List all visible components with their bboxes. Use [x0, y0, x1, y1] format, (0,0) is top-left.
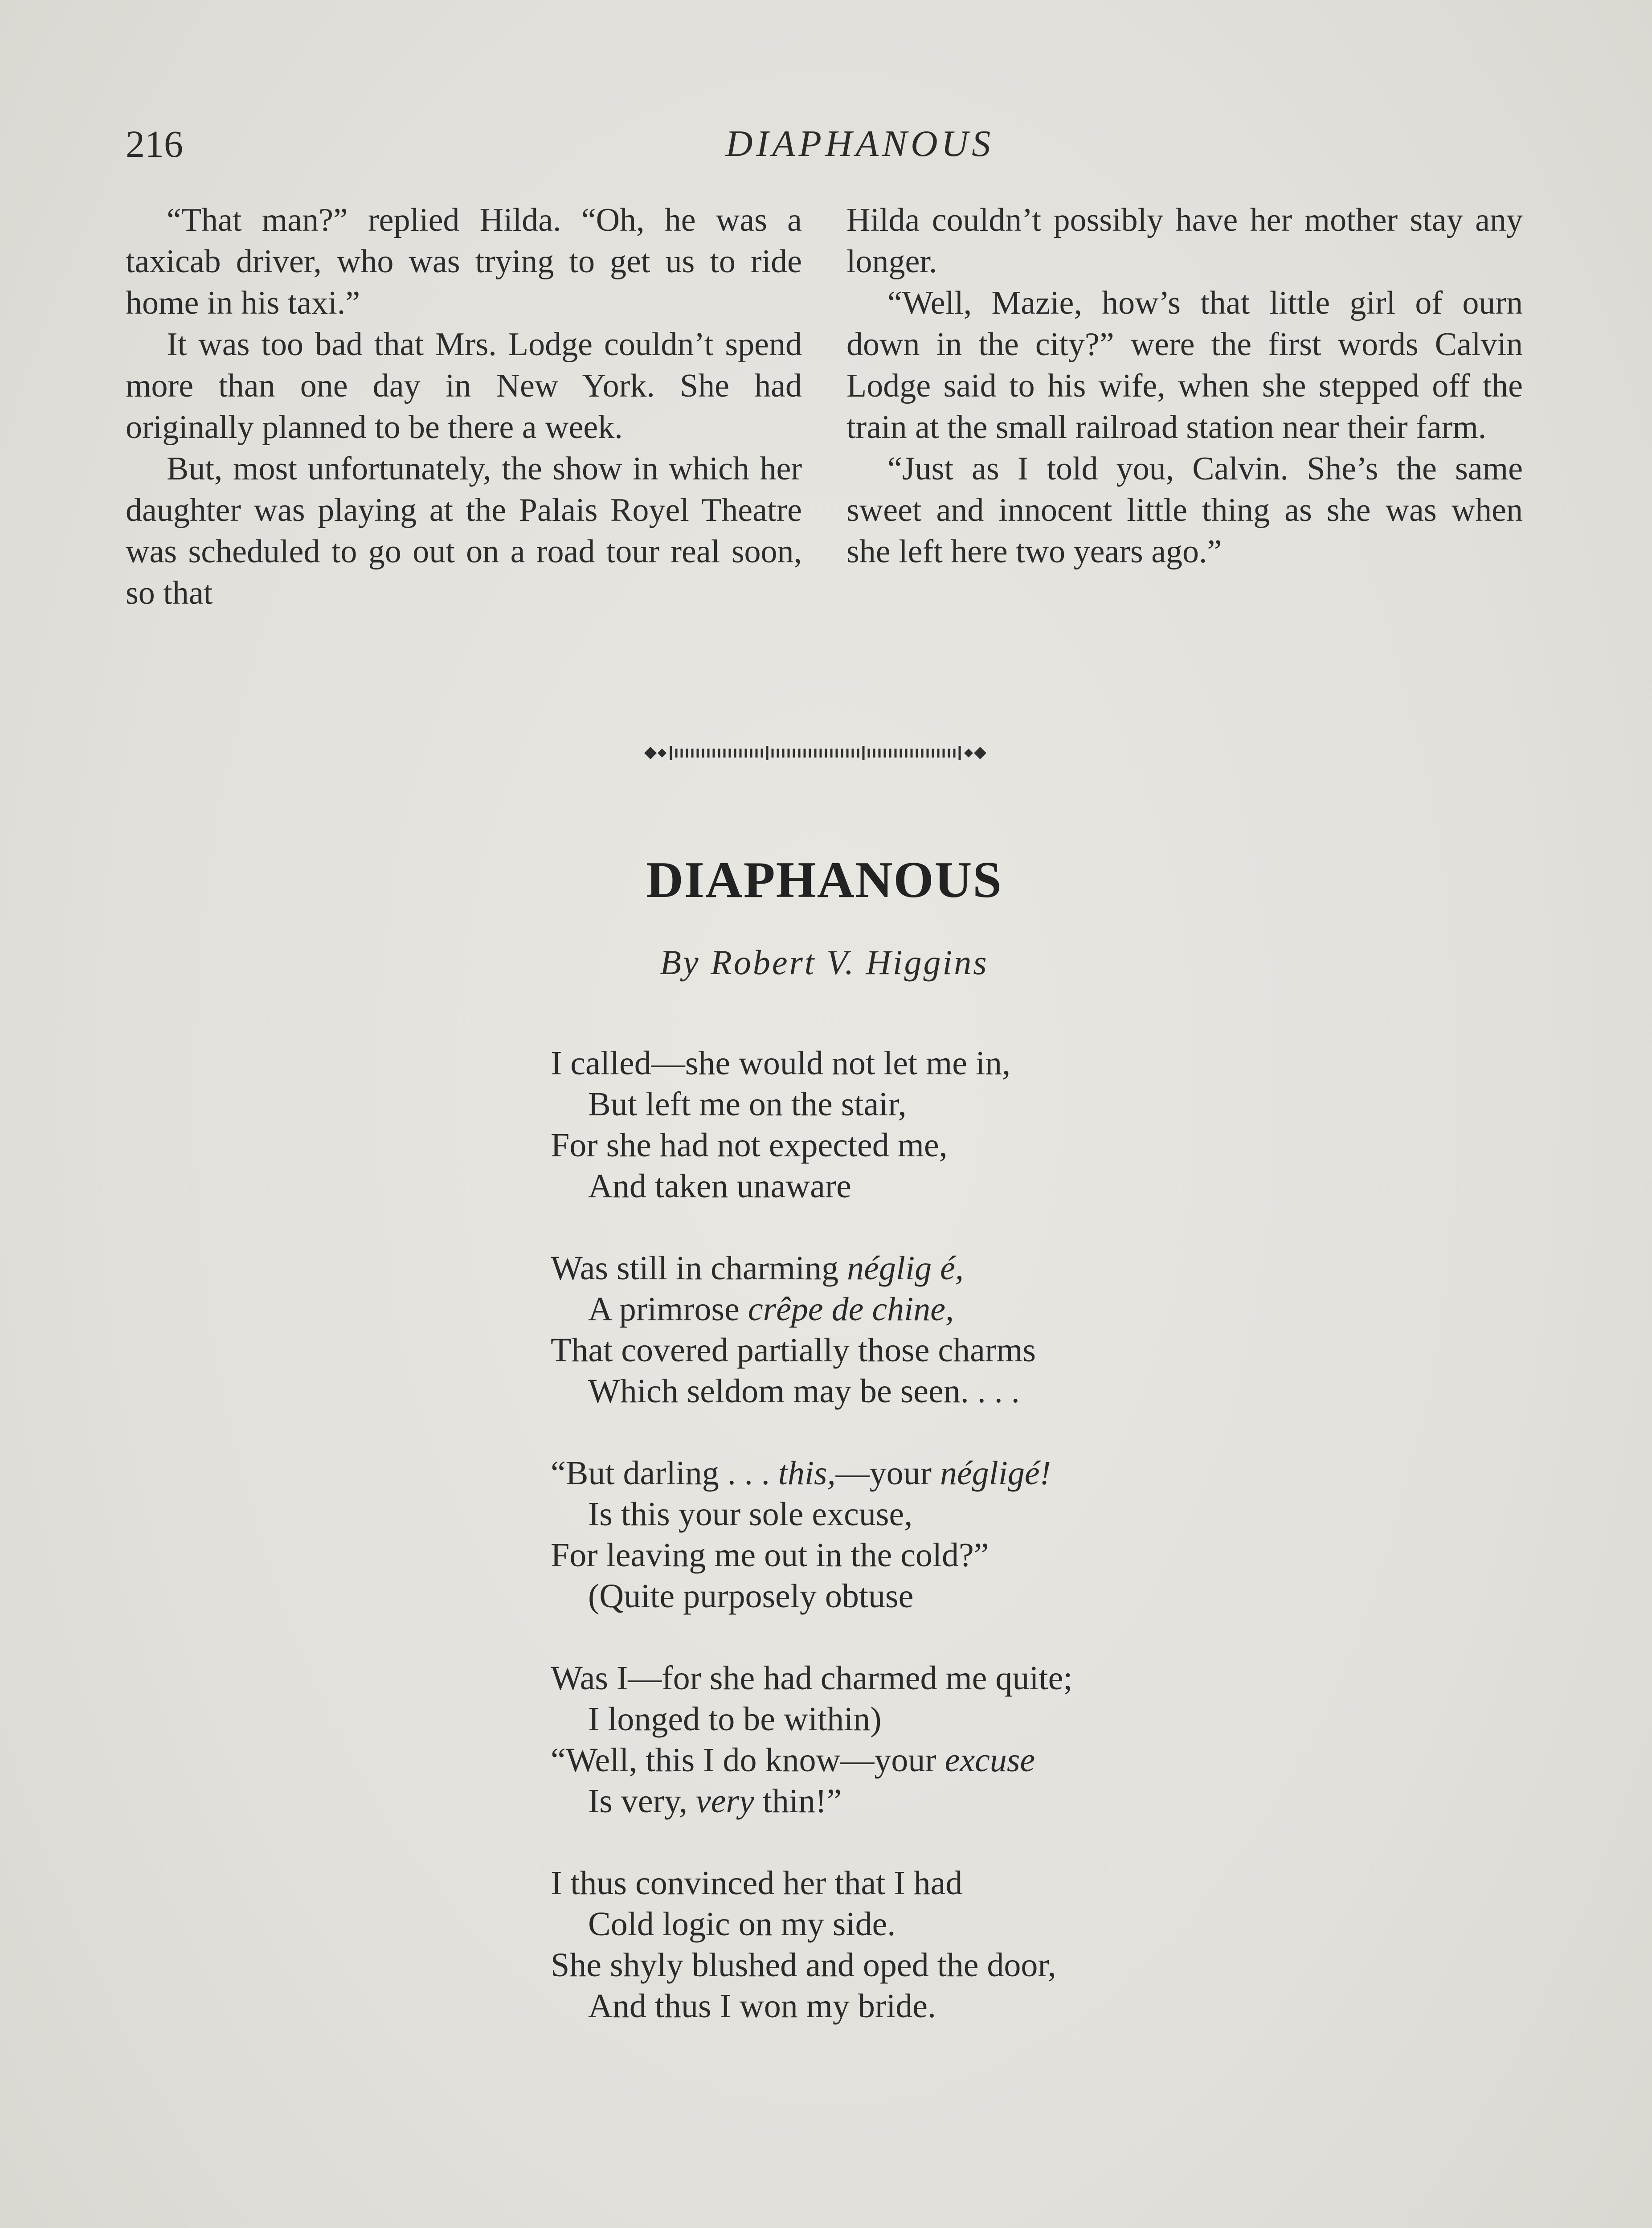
poem-line	[551, 1043, 1308, 1084]
story-paragraph: “Just as I told you, Calvin. She’s the same sweet and innocent little thing as she was when she left here two years ago.”	[846, 451, 1523, 570]
poem-text: Cold logic on my side.	[588, 1905, 896, 1943]
poem-emphasis: crêpe de chine,	[748, 1290, 954, 1328]
poem-text: She shyly blushed and oped the door,	[551, 1946, 1056, 1984]
poem-text: (Quite purposely obtuse	[588, 1577, 914, 1615]
story-paragraph: It was too bad that Mrs. Lodge couldn’t spend more than one day in New York. She had originally planned to be there a week.	[126, 326, 802, 446]
poem-text: I longed to be within)	[588, 1700, 882, 1738]
poem-emphasis: néglig é,	[847, 1249, 964, 1287]
poem-text: And taken unaware	[588, 1167, 851, 1205]
poem-emphasis: this,	[778, 1454, 836, 1492]
poem-line	[551, 1986, 1308, 2027]
poem-line	[551, 1125, 1308, 1166]
poem-text: “But darling . . .	[551, 1454, 778, 1492]
poem-line	[551, 1740, 1308, 1781]
poem-text: Was still in charming	[551, 1249, 847, 1287]
story-paragraph: “Well, Mazie, how’s that little girl of ourn down in the city?” were the first words Calvin Lodge said to his wife, when she stepped off the train at the small railroad station near their farm.	[846, 285, 1523, 446]
poem-body	[551, 1043, 1308, 2068]
poem-emphasis: négligé!	[940, 1454, 1051, 1492]
poem-text: Was I—for she had charmed me quite;	[551, 1659, 1073, 1697]
poem-line	[551, 1658, 1308, 1699]
poem-text: I thus convinced her that I had	[551, 1864, 963, 1902]
poem-stanza	[551, 1248, 1308, 1412]
poem-stanza	[551, 1863, 1308, 2027]
poem-byline: By Robert V. Higgins	[660, 943, 989, 982]
story-left-column	[126, 200, 802, 614]
poem-line	[551, 1863, 1308, 1904]
poem-line	[551, 1904, 1308, 1945]
running-title: DIAPHANOUS	[725, 123, 994, 164]
poem-text: I called—she would not let me in,	[551, 1044, 1011, 1082]
poem-text: thin!”	[754, 1782, 842, 1820]
poem-text: “Well, this I do know—your	[551, 1741, 945, 1779]
page-number: 216	[126, 123, 183, 165]
poem-text: Is very,	[588, 1782, 696, 1820]
story-right-column	[846, 200, 1523, 573]
story-paragraph: “That man?” replied Hilda. “Oh, he was a taxicab driver, who was trying to get us to ride home in his taxi.”	[126, 202, 802, 321]
poem-text: For leaving me out in the cold?”	[551, 1536, 989, 1574]
poem-line	[551, 1781, 1308, 1822]
poem-line	[551, 1535, 1308, 1576]
poem-line	[551, 1166, 1308, 1207]
poem-text: A primrose	[588, 1290, 748, 1328]
poem-text: That covered partially those charms	[551, 1331, 1036, 1369]
poem-line	[551, 1084, 1308, 1125]
story-paragraph: But, most unfortunately, the show in which her daughter was playing at the Palais Royel Theatre was scheduled to go out on a road tour real soon, so that	[126, 451, 802, 611]
poem-line	[551, 1576, 1308, 1617]
poem-stanza	[551, 1453, 1308, 1617]
poem-line	[551, 1453, 1308, 1494]
poem-text: But left me on the stair,	[588, 1085, 907, 1123]
poem-emphasis: very	[696, 1782, 754, 1820]
poem-line	[551, 1289, 1308, 1330]
poem-line	[551, 1248, 1308, 1289]
poem-title: DIAPHANOUS	[646, 852, 1002, 909]
poem-stanza	[551, 1658, 1308, 1822]
story-paragraph: Hilda couldn’t possibly have her mother stay any longer.	[846, 202, 1523, 280]
poem-line	[551, 1699, 1308, 1740]
poem-line	[551, 1945, 1308, 1986]
poem-line	[551, 1330, 1308, 1371]
poem-text: And thus I won my bride.	[588, 1987, 936, 2025]
poem-stanza	[551, 1043, 1308, 1207]
poem-line	[551, 1494, 1308, 1535]
poem-text: Is this your sole excuse,	[588, 1495, 913, 1533]
poem-text: —your	[835, 1454, 940, 1492]
poem-text: For she had not expected me,	[551, 1126, 948, 1164]
poem-line	[551, 1371, 1308, 1412]
poem-text: Which seldom may be seen. . . .	[588, 1372, 1020, 1410]
poem-emphasis: excuse	[945, 1741, 1035, 1779]
ornament-divider	[642, 741, 989, 766]
